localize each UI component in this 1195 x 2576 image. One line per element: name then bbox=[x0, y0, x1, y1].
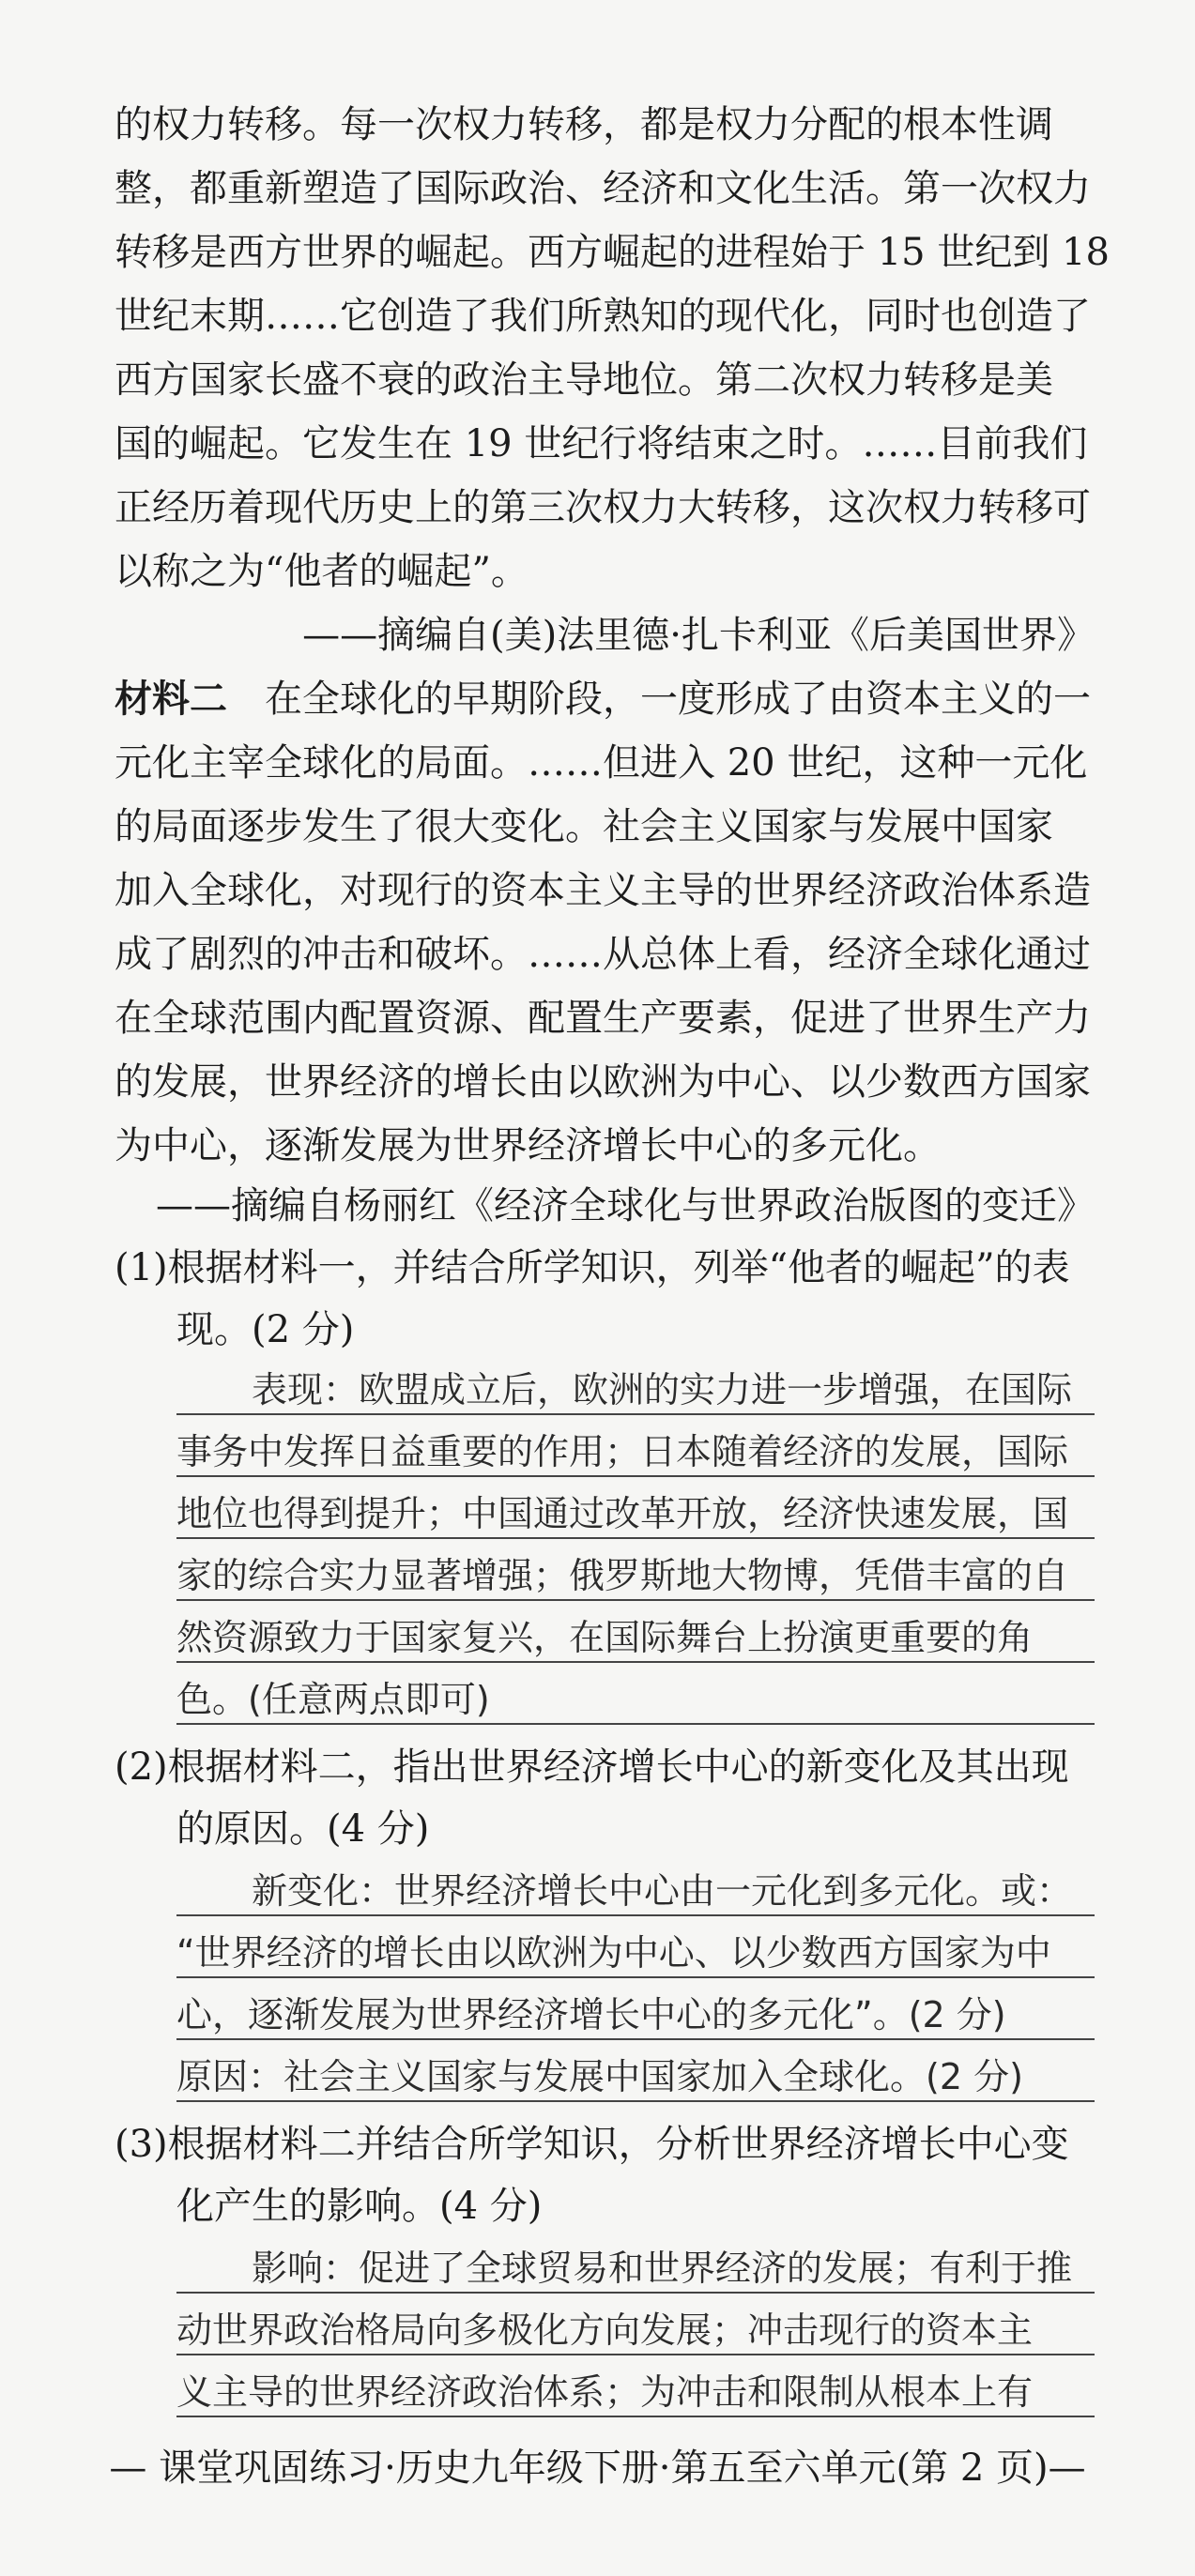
answer-1-line: 事务中发挥日益重要的作用；日本随着经济的发展，国际 bbox=[176, 1428, 1095, 1477]
question-1-text: 现。(2 分) bbox=[176, 1308, 355, 1351]
material-two-line: 在全球范围内配置资源、配置生产要素，促进了世界生产力 bbox=[115, 997, 1091, 1040]
material-one-line: 正经历着现代历史上的第三次权力大转移，这次权力转移可 bbox=[115, 486, 1091, 529]
material-two-line: 的局面逐步发生了很大变化。社会主义国家与发展中国家 bbox=[115, 805, 1053, 848]
material-two-line: 元化主宰全球化的局面。……但进入 20 世纪，这种一元化 bbox=[115, 741, 1088, 785]
question-3-text: (3)根据材料二并结合所学知识，分析世界经济增长中心变 bbox=[115, 2123, 1069, 2166]
material-one-line: 整，都重新塑造了国际政治、经济和文化生活。第一次权力 bbox=[115, 167, 1091, 210]
answer-1-line: 色。(任意两点即可) bbox=[176, 1676, 1095, 1725]
page-footer: — 课堂巩固练习·历史九年级下册·第五至六单元(第 2 页)— bbox=[109, 2446, 1086, 2490]
material-one-source: ——摘编自(美)法里德·扎卡利亚《后美国世界》 bbox=[302, 614, 1095, 657]
material-two-line: 加入全球化，对现行的资本主义主导的世界经济政治体系造 bbox=[115, 869, 1091, 912]
answer-2-line: 新变化：世界经济增长中心由一元化到多元化。或： bbox=[176, 1867, 1095, 1916]
answer-1-line: 表现：欧盟成立后，欧洲的实力进一步增强，在国际 bbox=[176, 1366, 1095, 1415]
material-two-source: ——摘编自杨丽红《经济全球化与世界政治版图的变迁》 bbox=[156, 1184, 1095, 1227]
answer-1-line: 家的综合实力显著增强；俄罗斯地大物博，凭借丰富的自 bbox=[176, 1552, 1095, 1601]
answer-2-line: 心，逐渐发展为世界经济增长中心的多元化”。(2 分) bbox=[176, 1991, 1095, 2040]
answer-2-line: “世界经济的增长由以欧洲为中心、以少数西方国家为中 bbox=[176, 1929, 1095, 1978]
material-one-line: 国的崛起。它发生在 19 世纪行将结束之时。……目前我们 bbox=[115, 422, 1088, 465]
material-one-line: 西方国家长盛不衰的政治主导地位。第二次权力转移是美 bbox=[115, 358, 1053, 402]
answer-1-line: 然资源致力于国家复兴，在国际舞台上扮演更重要的角 bbox=[176, 1614, 1095, 1663]
answer-3-line: 义主导的世界经济政治体系；为冲击和限制从根本上有 bbox=[176, 2369, 1095, 2417]
answer-3-line: 动世界政治格局向多极化方向发展；冲击现行的资本主 bbox=[176, 2307, 1095, 2355]
material-two-line: 的发展，世界经济的增长由以欧洲为中心、以少数西方国家 bbox=[115, 1060, 1091, 1104]
material-two-line: 成了剧烈的冲击和破坏。……从总体上看，经济全球化通过 bbox=[115, 933, 1091, 976]
answer-3-line: 影响：促进了全球贸易和世界经济的发展；有利于推 bbox=[176, 2245, 1095, 2294]
material-one-line: 转移是西方世界的崛起。西方崛起的进程始于 15 世纪到 18 bbox=[115, 231, 1110, 274]
question-1-text: (1)根据材料一，并结合所学知识，列举“他者的崛起”的表 bbox=[115, 1246, 1070, 1289]
answer-2-line: 原因：社会主义国家与发展中国家加入全球化。(2 分) bbox=[176, 2053, 1095, 2102]
question-2-text: (2)根据材料二，指出世界经济增长中心的新变化及其出现 bbox=[115, 1745, 1069, 1789]
material-one-line: 以称之为“他者的崛起”。 bbox=[115, 550, 529, 593]
question-2-text: 的原因。(4 分) bbox=[176, 1807, 430, 1851]
question-3-text: 化产生的影响。(4 分) bbox=[176, 2185, 543, 2228]
material-two-line: 在全球化的早期阶段，一度形成了由资本主义的一 bbox=[265, 678, 1091, 721]
material-one-line: 的权力转移。每一次权力转移，都是权力分配的根本性调 bbox=[115, 103, 1053, 146]
material-one-line: 世纪末期……它创造了我们所熟知的现代化，同时也创造了 bbox=[115, 295, 1091, 338]
answer-1-line: 地位也得到提升；中国通过改革开放，经济快速发展，国 bbox=[176, 1490, 1095, 1539]
material-two-first-line bbox=[115, 676, 1095, 723]
material-two-line: 为中心，逐渐发展为世界经济增长中心的多元化。 bbox=[115, 1124, 941, 1167]
material-two-label: 材料二 bbox=[115, 677, 227, 721]
